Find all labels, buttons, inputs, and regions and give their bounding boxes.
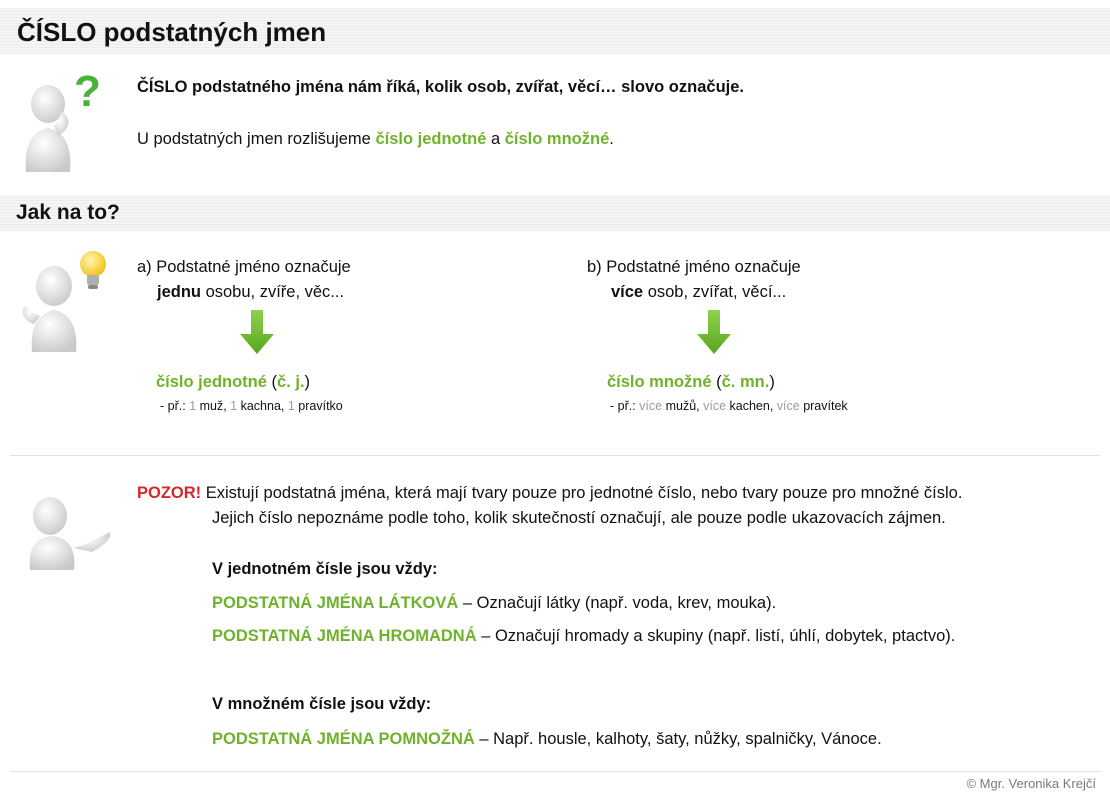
warning-label: POZOR! xyxy=(137,484,202,502)
latkova-term: PODSTATNÁ JMÉNA LÁTKOVÁ xyxy=(212,594,459,612)
latkova-desc: – Označují látky (např. voda, krev, mouka). xyxy=(458,594,777,612)
example-word: mužů, xyxy=(662,399,704,413)
plural-heading: V množném čísle jsou vždy: xyxy=(212,695,432,713)
lightbulb-icon xyxy=(78,250,108,299)
section-title-how: Jak na to? xyxy=(0,195,1110,231)
column-a-bold-word: jednu xyxy=(157,283,201,301)
example-count: více xyxy=(776,399,800,413)
section-divider xyxy=(10,455,1100,456)
pomnozna-term: PODSTATNÁ JMÉNA POMNOŽNÁ xyxy=(212,730,475,748)
example-count: 1 xyxy=(189,399,197,413)
example-word: pravítek xyxy=(799,399,848,413)
example-count: 1 xyxy=(230,399,238,413)
example-word: kachen, xyxy=(726,399,777,413)
singular-term: číslo jednotné xyxy=(375,130,487,148)
example-word: pravítko xyxy=(294,399,343,413)
column-a-line2 xyxy=(157,281,557,303)
example-prefix: - př.: xyxy=(160,399,190,413)
example-count: více xyxy=(703,399,727,413)
column-a-result-term: číslo jednotné xyxy=(156,373,267,391)
definition-text: ČÍSLO podstatného jména nám říká, kolik osob, zvířat, věcí… slovo označuje. xyxy=(137,78,744,96)
column-b-rest: osob, zvířat, věcí... xyxy=(643,283,787,301)
column-a-rest: osobu, zvíře, věc... xyxy=(201,283,345,301)
copyright: © Mgr. Veronika Krejčí xyxy=(966,776,1096,791)
pomnozna-desc: – Např. housle, kalhoty, šaty, nůžky, spalničky, Vánoce. xyxy=(474,730,882,748)
warning-line1 xyxy=(137,482,1107,504)
question-mark-icon: ? xyxy=(74,67,101,116)
idea-figure-icon xyxy=(12,250,112,354)
hromadna-item xyxy=(212,625,1102,647)
paren-open: ( xyxy=(711,373,722,391)
warning-line2: Jejich číslo nepoznáme podle toho, kolik skutečností označují, ale pouze podle ukazovacích zájmen. xyxy=(212,509,946,527)
footer-divider xyxy=(10,771,1100,772)
column-b-line2 xyxy=(611,281,1011,303)
column-a-result-abbr: č. j. xyxy=(277,373,305,391)
paren-open: ( xyxy=(266,373,278,391)
column-b-result xyxy=(607,371,1007,393)
distinguish-text xyxy=(137,128,1037,150)
example-word: muž, xyxy=(196,399,231,413)
column-a-example xyxy=(160,398,560,414)
column-b-example xyxy=(610,398,1010,414)
latkova-item xyxy=(212,592,1102,614)
singular-heading: V jednotném čísle jsou vždy: xyxy=(212,560,438,578)
paren-close: ) xyxy=(769,373,775,391)
arrow-down-icon xyxy=(240,310,274,359)
pomnozna-item xyxy=(212,728,1102,750)
paren-close: ) xyxy=(304,373,311,391)
shrug-figure-icon xyxy=(16,490,116,570)
hromadna-term: PODSTATNÁ JMÉNA HROMADNÁ xyxy=(212,627,477,645)
example-count: 1 xyxy=(287,399,295,413)
example-prefix: - př.: xyxy=(610,399,640,413)
column-b-line1: b) Podstatné jméno označuje xyxy=(587,258,801,276)
example-count: více xyxy=(639,399,663,413)
sentence-end: . xyxy=(609,130,614,148)
arrow-down-icon xyxy=(697,310,731,359)
column-a-result xyxy=(156,371,556,393)
example-word: kachna, xyxy=(237,399,288,413)
thinking-figure-icon xyxy=(14,67,110,176)
column-b-bold-word: více xyxy=(611,283,644,301)
column-a-line1: a) Podstatné jméno označuje xyxy=(137,258,351,276)
warning-text: Existují podstatná jména, která mají tvary pouze pro jednotné číslo, nebo tvary pouze pro množné číslo. xyxy=(201,484,963,502)
distinguish-prefix: U podstatných jmen rozlišujeme xyxy=(137,130,376,148)
hromadna-desc: – Označují hromady a skupiny (např. listí, úhlí, dobytek, ptactvo). xyxy=(476,627,956,645)
column-b-result-term: číslo množné xyxy=(607,373,712,391)
and-word: a xyxy=(486,130,505,148)
plural-term: číslo množné xyxy=(504,130,610,148)
column-b-result-abbr: č. mn. xyxy=(721,373,770,391)
page-title: ČÍSLO podstatných jmen xyxy=(0,8,1110,54)
